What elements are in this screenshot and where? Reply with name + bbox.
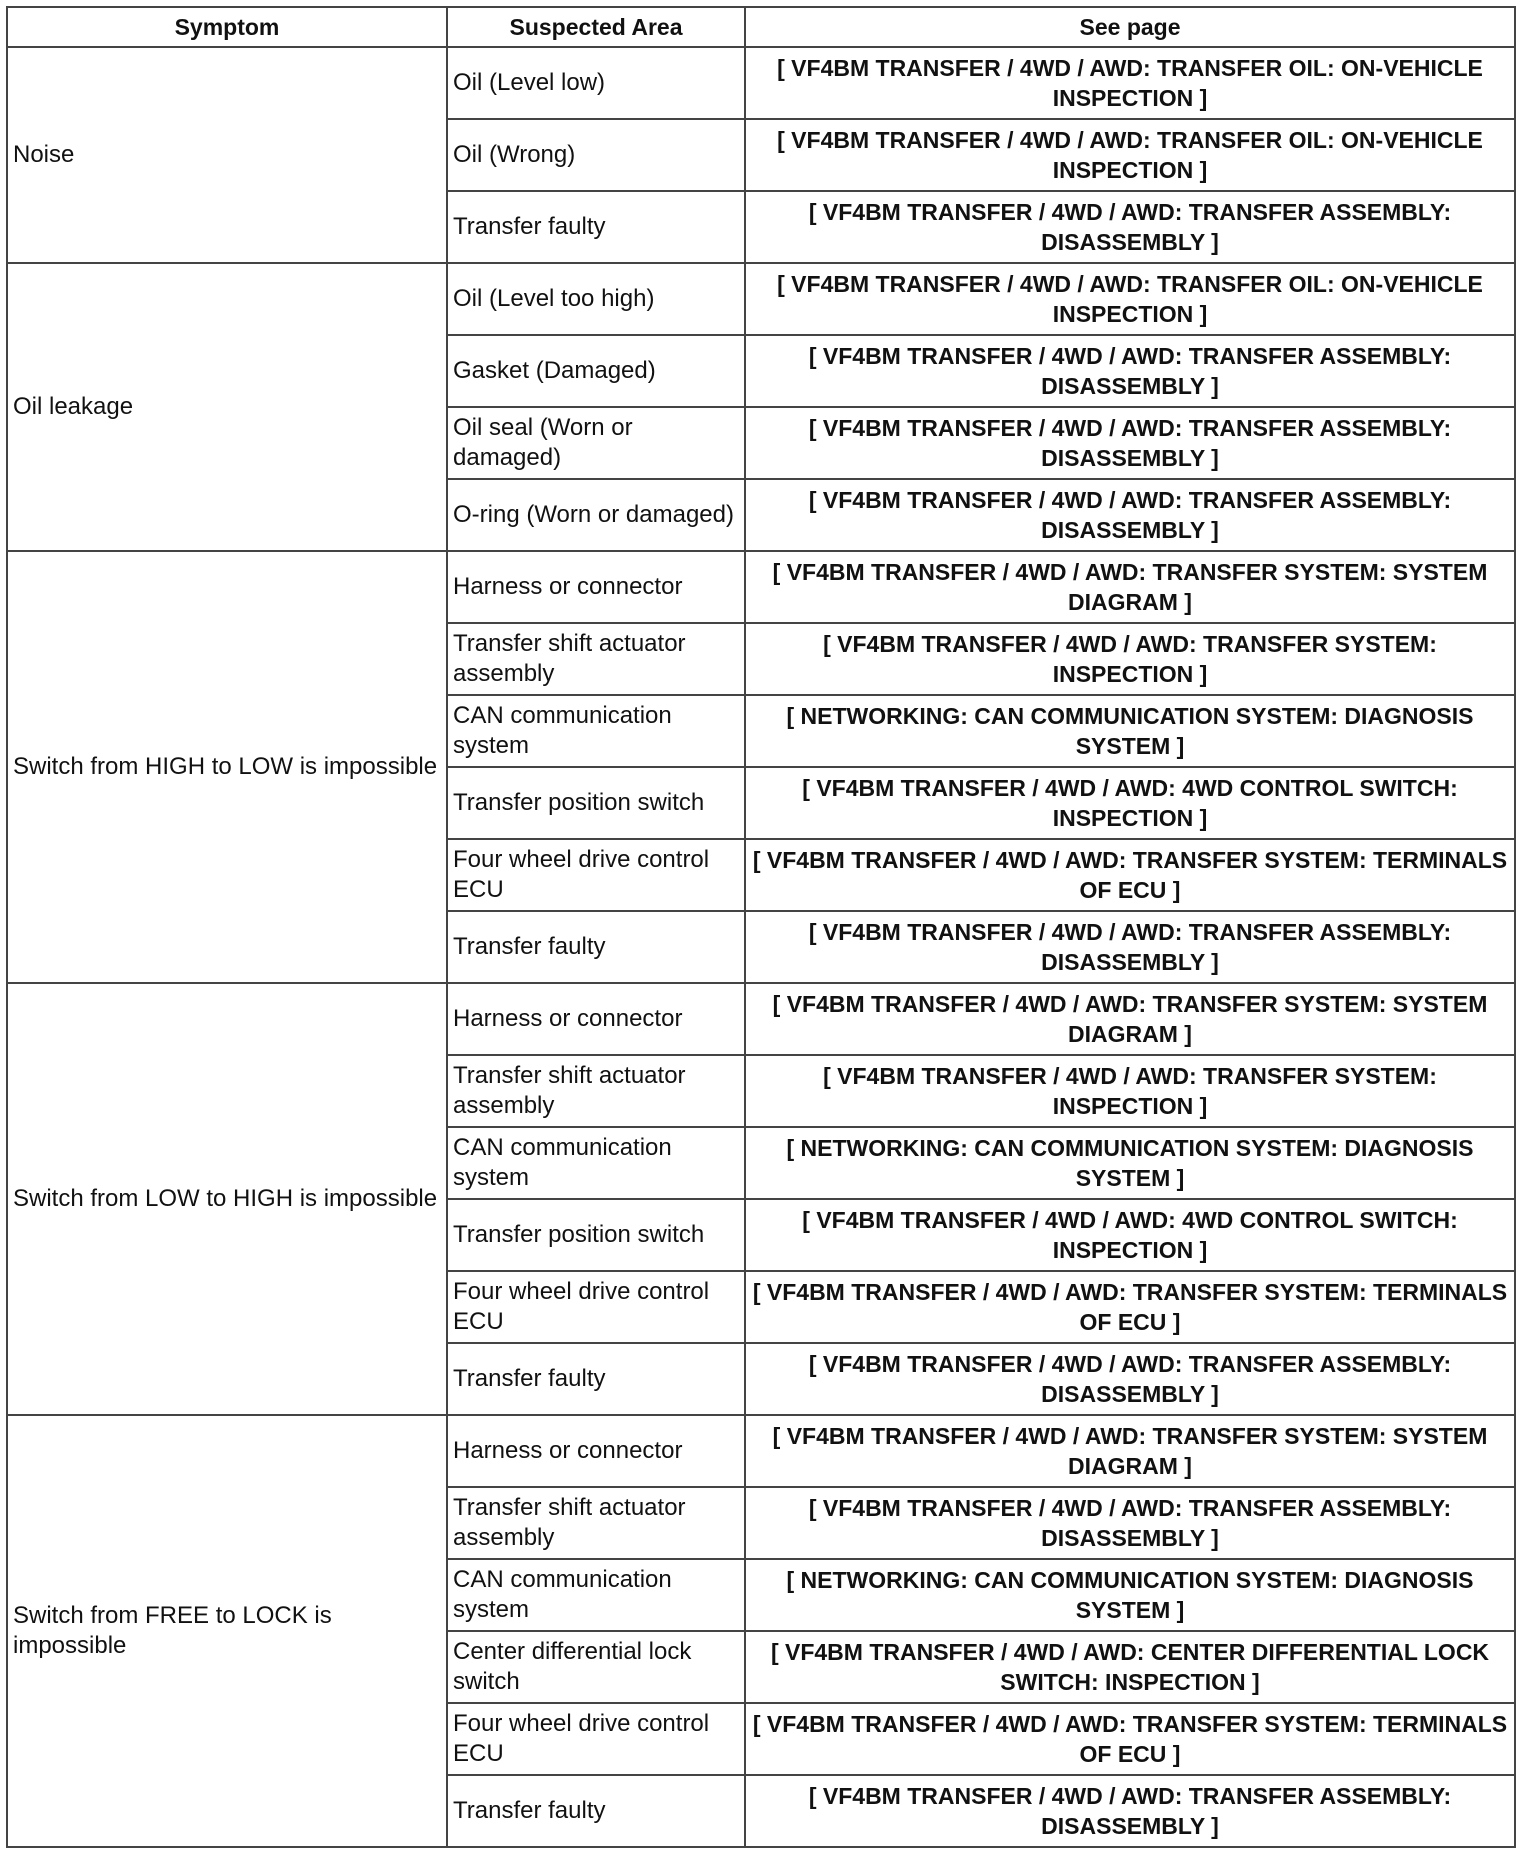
see-page-reference[interactable]: [ VF4BM TRANSFER / 4WD / AWD: TRANSFER ASSEMBLY: DISASSEMBLY ] [745,1487,1515,1559]
see-page-reference[interactable]: [ VF4BM TRANSFER / 4WD / AWD: TRANSFER ASSEMBLY: DISASSEMBLY ] [745,1343,1515,1415]
suspected-area-cell: Transfer faulty [447,1343,745,1415]
see-page-reference[interactable]: [ VF4BM TRANSFER / 4WD / AWD: TRANSFER OIL: ON-VEHICLE INSPECTION ] [745,119,1515,191]
see-page-reference[interactable]: [ NETWORKING: CAN COMMUNICATION SYSTEM: DIAGNOSIS SYSTEM ] [745,1127,1515,1199]
see-page-reference[interactable]: [ VF4BM TRANSFER / 4WD / AWD: TRANSFER SYSTEM: SYSTEM DIAGRAM ] [745,551,1515,623]
suspected-area-cell: Four wheel drive control ECU [447,1271,745,1343]
symptom-cell: Switch from LOW to HIGH is impossible [7,983,447,1415]
suspected-area-cell: Transfer shift actuator assembly [447,623,745,695]
suspected-area-cell: Transfer position switch [447,767,745,839]
suspected-area-cell: Gasket (Damaged) [447,335,745,407]
table-row [7,983,1515,1055]
see-page-reference[interactable]: [ VF4BM TRANSFER / 4WD / AWD: TRANSFER ASSEMBLY: DISASSEMBLY ] [745,1775,1515,1847]
see-page-reference[interactable]: [ VF4BM TRANSFER / 4WD / AWD: 4WD CONTROL SWITCH: INSPECTION ] [745,1199,1515,1271]
header-symptom: Symptom [7,7,447,47]
suspected-area-cell: Harness or connector [447,1415,745,1487]
see-page-reference[interactable]: [ VF4BM TRANSFER / 4WD / AWD: CENTER DIFFERENTIAL LOCK SWITCH: INSPECTION ] [745,1631,1515,1703]
see-page-reference[interactable]: [ VF4BM TRANSFER / 4WD / AWD: TRANSFER SYSTEM: TERMINALS OF ECU ] [745,1703,1515,1775]
table-row [7,263,1515,335]
suspected-area-cell: Harness or connector [447,983,745,1055]
suspected-area-cell: Oil (Level too high) [447,263,745,335]
suspected-area-cell: Harness or connector [447,551,745,623]
troubleshooting-table [6,6,1516,1848]
suspected-area-cell: Oil (Wrong) [447,119,745,191]
see-page-reference[interactable]: [ VF4BM TRANSFER / 4WD / AWD: TRANSFER ASSEMBLY: DISASSEMBLY ] [745,191,1515,263]
header-row [7,7,1515,47]
see-page-reference[interactable]: [ VF4BM TRANSFER / 4WD / AWD: TRANSFER ASSEMBLY: DISASSEMBLY ] [745,911,1515,983]
suspected-area-cell: Oil (Level low) [447,47,745,119]
suspected-area-cell: CAN communication system [447,1127,745,1199]
suspected-area-cell: Transfer shift actuator assembly [447,1487,745,1559]
see-page-reference[interactable]: [ VF4BM TRANSFER / 4WD / AWD: TRANSFER SYSTEM: TERMINALS OF ECU ] [745,1271,1515,1343]
see-page-reference[interactable]: [ NETWORKING: CAN COMMUNICATION SYSTEM: DIAGNOSIS SYSTEM ] [745,1559,1515,1631]
suspected-area-cell: Four wheel drive control ECU [447,1703,745,1775]
header-see-page: See page [745,7,1515,47]
see-page-reference[interactable]: [ VF4BM TRANSFER / 4WD / AWD: TRANSFER ASSEMBLY: DISASSEMBLY ] [745,479,1515,551]
see-page-reference[interactable]: [ VF4BM TRANSFER / 4WD / AWD: TRANSFER OIL: ON-VEHICLE INSPECTION ] [745,263,1515,335]
see-page-reference[interactable]: [ VF4BM TRANSFER / 4WD / AWD: TRANSFER ASSEMBLY: DISASSEMBLY ] [745,407,1515,479]
suspected-area-cell: Transfer faulty [447,1775,745,1847]
see-page-reference[interactable]: [ VF4BM TRANSFER / 4WD / AWD: TRANSFER SYSTEM: SYSTEM DIAGRAM ] [745,1415,1515,1487]
symptom-cell: Noise [7,47,447,263]
table-row [7,551,1515,623]
see-page-reference[interactable]: [ VF4BM TRANSFER / 4WD / AWD: TRANSFER SYSTEM: TERMINALS OF ECU ] [745,839,1515,911]
see-page-reference[interactable]: [ VF4BM TRANSFER / 4WD / AWD: TRANSFER ASSEMBLY: DISASSEMBLY ] [745,335,1515,407]
table-row [7,47,1515,119]
header-suspected-area: Suspected Area [447,7,745,47]
suspected-area-cell: Transfer faulty [447,191,745,263]
see-page-reference[interactable]: [ VF4BM TRANSFER / 4WD / AWD: TRANSFER SYSTEM: SYSTEM DIAGRAM ] [745,983,1515,1055]
see-page-reference[interactable]: [ VF4BM TRANSFER / 4WD / AWD: TRANSFER SYSTEM: INSPECTION ] [745,623,1515,695]
suspected-area-cell: Oil seal (Worn or damaged) [447,407,745,479]
see-page-reference[interactable]: [ VF4BM TRANSFER / 4WD / AWD: TRANSFER SYSTEM: INSPECTION ] [745,1055,1515,1127]
suspected-area-cell: CAN communication system [447,695,745,767]
table-row [7,1415,1515,1487]
see-page-reference[interactable]: [ NETWORKING: CAN COMMUNICATION SYSTEM: DIAGNOSIS SYSTEM ] [745,695,1515,767]
suspected-area-cell: CAN communication system [447,1559,745,1631]
suspected-area-cell: Transfer shift actuator assembly [447,1055,745,1127]
see-page-reference[interactable]: [ VF4BM TRANSFER / 4WD / AWD: TRANSFER OIL: ON-VEHICLE INSPECTION ] [745,47,1515,119]
suspected-area-cell: Transfer faulty [447,911,745,983]
symptom-cell: Switch from FREE to LOCK is impossible [7,1415,447,1847]
suspected-area-cell: Transfer position switch [447,1199,745,1271]
suspected-area-cell: Four wheel drive control ECU [447,839,745,911]
table-body [7,47,1515,1847]
suspected-area-cell: Center differential lock switch [447,1631,745,1703]
symptom-cell: Oil leakage [7,263,447,551]
suspected-area-cell: O-ring (Worn or damaged) [447,479,745,551]
see-page-reference[interactable]: [ VF4BM TRANSFER / 4WD / AWD: 4WD CONTROL SWITCH: INSPECTION ] [745,767,1515,839]
symptom-cell: Switch from HIGH to LOW is impossible [7,551,447,983]
